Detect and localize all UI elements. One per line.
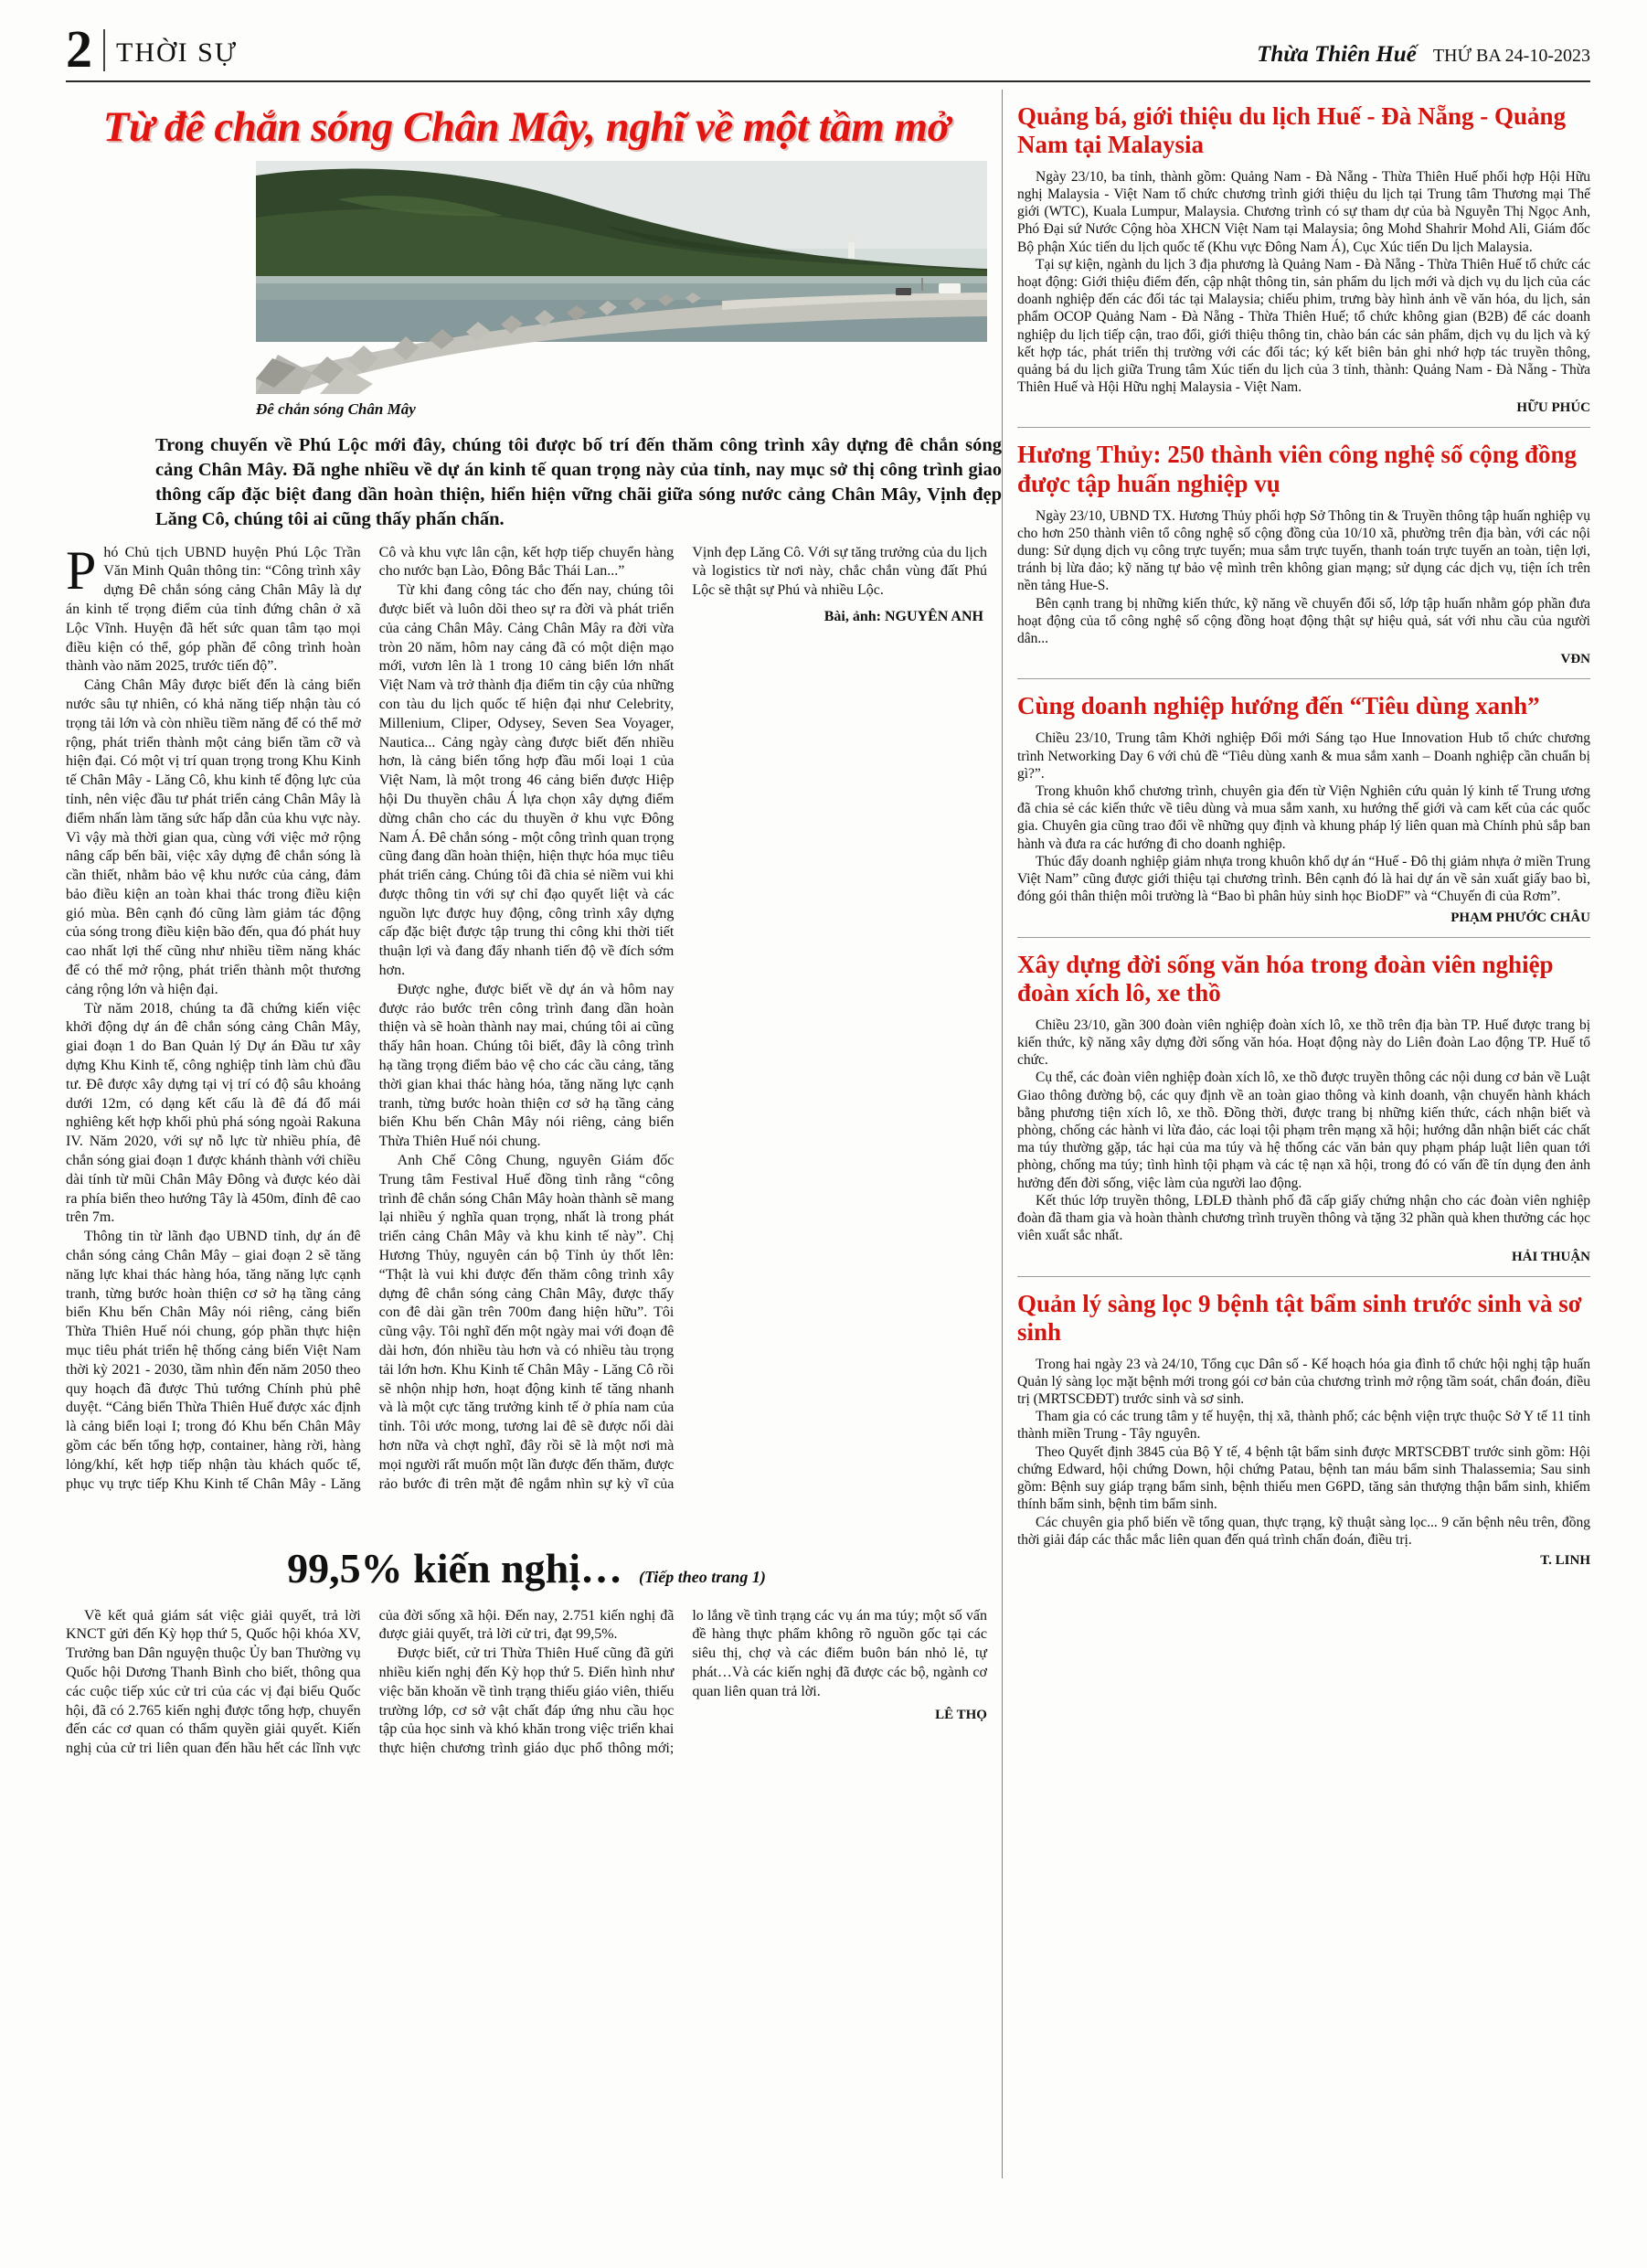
paragraph: Tham gia có các trung tâm y tế huyện, thị xã, thành phố; các bệnh viện trực thuộc Sở Y tế 11 tỉnh thành miền Trung - Tây nguyên. <box>1017 1409 1590 1443</box>
main-article <box>66 102 1002 1513</box>
paragraph: Ngày 23/10, UBND TX. Hương Thủy phối hợp Sở Thông tin & Truyền thông tập huấn nghiệp vụ cho hơn 250 thành viên tổ công nghệ số cộng đồng của 10/10 xã, phường trên địa bàn, với các nội dung: Sử dụng dịch vụ công trực tuyến; mua sắm trực tuyến, thanh toán trực tuyến an toàn, tiện lợi, tránh bị lừa đảo; kỹ năng tự bảo vệ mình trên không gian mạng; sử dụng các dịch vụ, tiện ích trên nền tảng Hue-S. <box>1017 507 1590 594</box>
side-article-byline: HỮU PHÚC <box>1516 400 1590 416</box>
paragraph: Từ năm 2018, chúng ta đã chứng kiến việc khởi động dự án đê chắn sóng cảng Chân Mây, giai đoạn 1 do Ban Quản lý Dự án Đầu tư xây dựng Khu Kinh tế, công nghiệp tỉnh làm chủ đầu tư. Đê được xây dựng tại vị trí có độ sâu khoảng dưới 12m, có dạng kết cấu là đê đá đổ mái nghiêng kết hợp khối phủ phá sóng ngoài Rakuna IV. Năm 2020, với sự nỗ lực từ nhiều phía, đê chắn sóng giai đoạn 1 được khánh thành với chiều dài tính từ mũi Chân Mây Đông và được kéo dài ra phía biển theo hướng Tây là 450m, đỉnh đê cao trên 7m. <box>66 1000 361 1226</box>
page-content <box>66 90 1590 2178</box>
paragraph: Chiều 23/10, gần 300 đoàn viên nghiệp đoàn xích lô, xe thồ trên địa bàn TP. Huế được trang bị kiến thức, kỹ năng xây dựng đời sống văn hóa. Hoạt động này do Liên đoàn Lao động TP. Huế tổ chức. <box>1017 1017 1590 1069</box>
article-intro: Trong chuyến về Phú Lộc mới đây, chúng tôi được bố trí đến thăm công trình xây dựng đê chắn sóng cảng Chân Mây. Đã nghe nhiều về dự án kinh tế quan trọng này của tỉnh, nay mục sở thị công trình giao thông cấp đặc biệt đang dần hoàn thiện, hiển hiện vững chãi giữa sóng nước cảng Chân Mây, Vịnh đẹp Lăng Cô, chúng tôi ai cũng thấy phấn chấn. <box>155 434 1002 530</box>
side-article-huong-thuy-training <box>1017 427 1590 678</box>
side-article-byline: HẢI THUẬN <box>1512 1249 1590 1264</box>
paragraph: Từ khi đang công tác cho đến nay, chúng tôi được biết và luôn dõi theo sự ra đời và phát triển của cảng Chân Mây. Cảng Chân Mây ra đời vừa tròn 20 năm, hôm nay cảng đã có một diện mạo mới, vươn lên là 1 trong 10 cảng biển lớn nhất Việt Nam và trở thành địa điểm tin cậy của những con tàu du lịch quốc tế hiện đại như Celebrity, Millenium, Cliper, Odysey, Seven Sea Voyager, Nautica... Cảng ngày càng được biết đến nhiều hơn, là cảng biển tổng hợp đầu mối loại 1 của Việt Nam, là một trong 46 cảng biển được Hiệp hội Du thuyền châu Á lựa chọn xây dựng điểm dừng chân cho các du thuyền ở khu vực Đông Nam Á. Đê chắn sóng - một công trình quan trọng cũng đang dần hoàn thiện, hiện thực hóa mục tiêu phát triển cảng. Chúng tôi đã chia sẻ niềm vui khi được thông tin với sự chỉ đạo quyết liệt và các nguồn lực được huy động, công trình xây dựng cấp đặc biệt được tập trung thi công khi thời tiết thuận lợi và đang đẩy nhanh tiến độ về đích sớm hơn. <box>378 582 675 979</box>
light-pole <box>921 278 923 291</box>
header-divider <box>103 29 105 71</box>
white-van <box>939 283 961 293</box>
header-left <box>66 19 239 79</box>
issue-date: THỨ BA 24-10-2023 <box>1432 45 1590 66</box>
side-article-screening-diseases <box>1017 1276 1590 1581</box>
side-article-byline: T. LINH <box>1540 1553 1590 1568</box>
paragraph: Trong khuôn khổ chương trình, chuyên gia đến từ Viện Nghiên cứu quản lý kinh tế Trung ương đã chia sẻ các kiến thức về tiêu dùng và mua sắm xanh, xu hướng thế giới và cam kết của các quốc gia. Chuyên gia cũng trao đổi về những quy định và khung pháp lý liên quan mà Chính phủ sắp ban hành và đưa ra các hướng đi cho doanh nghiệp. <box>1017 783 1590 852</box>
paragraph: Tại sự kiện, ngành du lịch 3 địa phương là Quảng Nam - Đà Nẵng - Thừa Thiên Huế tổ chức các hoạt động: Giới thiệu điểm đến, cập nhật thông tin, sản phẩm du lịch mới và dịch vụ du lịch của các doanh nghiệp đến các đối tác tại Malaysia; chiếu phim, trưng bày hình ảnh về văn hóa, du lịch, sản phẩm OCOP Quảng Nam - Đà Nẵng - Thừa Thiên Huế; tổ chức không gian (B2B) để các doanh nghiệp du lịch tiếp cận, trao đổi, giới thiệu thông tin, chào bán các sản phẩm, dịch vụ du lịch và ký kết hợp tác, phát triển thị trường với các đối tác; ký kết biên bản ghi nhớ hợp tác truyền thông, quảng bá du lịch giữa Trung tâm Xúc tiến du lịch của 3 tỉnh, thành: Quảng Nam - Đà Nẵng - Thừa Thiên Huế và Hội Hữu nghị Malaysia - Việt Nam. <box>1017 256 1590 396</box>
paragraph: Chiều 23/10, Trung tâm Khởi nghiệp Đổi mới Sáng tạo Hue Innovation Hub tổ chức chương trình Networking Day 6 với chủ đề “Tiêu dùng xanh & mua sắm xanh – Doanh nghiệp cần chuẩn bị gì?”. <box>1017 730 1590 782</box>
side-article-title: Quản lý sàng lọc 9 bệnh tật bẩm sinh trước sinh và sơ sinh <box>1017 1289 1582 1346</box>
pagoda-icon <box>848 241 855 259</box>
side-article-tourism-malaysia <box>1017 90 1590 428</box>
paragraph: Anh Chế Công Chung, nguyên Giám đốc Trung tâm Festival Huế đồng tình rằng “công trình đê chắn sóng Chân Mây hoàn thành sẽ mang lại nhiều ý nghĩa quan trọng, nhất là trong phát triển cảng Chân Mây và khu kinh tế này”. Chị Hương Thủy, nguyên cán bộ Tỉnh ủy thốt lên: “Thật là vui khi được đến thăm công trình xây dựng đê chắn sóng cảng Chân Mây, được thấy con đê dài gần trên 700m đang hiện hữu”. Tôi cũng vậy. Tôi nghĩ đến một ngày mai với đoạn đê dài hơn, đón nhiều tàu hơn và có nhiều tàu trọng tải lớn hơn. Khu Kinh tế Chân Mây - Lăng Cô rồi sẽ nhộn nhịp hơn, hoạt động kinh tế tăng nhanh và là một cực tăng trưởng kinh tế ở phía nam của tỉnh. Tôi ước mong, tương lai đê sẽ được nối dài hơn nữa và chợt nghĩ, đây rồi sẽ là một nơi mà mọi người rất muốn một lần được đến thăm, được rảo bước đi trên mặt đê ngắm nhìn sự kỳ vĩ của Vịnh đẹp Lăng Cô. Với sự tăng trưởng của du lịch và logistics từ nơi này, chắc chắn vùng đất Phú Lộc sẽ thật sự Phú và nhiều Lộc. <box>378 544 987 1492</box>
continued-article-title: 99,5% kiến nghị… <box>287 1544 622 1592</box>
paragraph: Kết thúc lớp truyền thông, LĐLĐ thành phố đã cấp giấy chứng nhận cho các đoàn viên nghiệp đoàn đã tham gia và hoàn thành chương trình truyền thông và tặng 32 phần quà khen thưởng các học viên xuất sắc nhất. <box>1017 1192 1590 1244</box>
main-article-byline: Bài, ảnh: NGUYÊN ANH <box>824 608 983 624</box>
paragraph: Bên cạnh trang bị những kiến thức, kỹ năng về chuyển đổi số, lớp tập huấn nhằm góp phần đưa hoạt động của tổ công nghệ số cộng đồng hoạt động thật sự hiệu quả, sát với nhu cầu của người dân... <box>1017 595 1590 647</box>
photo-caption: Đê chắn sóng Chân Mây <box>256 399 416 418</box>
section-title: THỜI SỰ <box>116 37 239 68</box>
paragraph: Các chuyên gia phổ biến về tổng quan, thực trạng, kỹ thuật sàng lọc... 9 căn bệnh nêu trên, đồng thời giải đáp các thắc mắc liên quan đến quá trình chẩn đoán, điều trị. <box>1017 1514 1590 1548</box>
page-header <box>66 19 1590 82</box>
paragraph: Theo Quyết định 3845 của Bộ Y tế, 4 bệnh tật bẩm sinh được MRTSCĐBT trước sinh gồm: Hội chứng Edward, hội chứng Down, hội chứng Patau, bệnh tan máu bẩm sinh Thalassemia; Sau sinh gồm: Bệnh suy giáp trạng bẩm sinh, bệnh thiếu men G6PD, tăng sản thượng thận bẩm sinh, khiếm thính bẩm sinh, bệnh tim bẩm sinh. <box>1017 1443 1590 1513</box>
paragraph: Trong hai ngày 23 và 24/10, Tổng cục Dân số - Kế hoạch hóa gia đình tổ chức hội nghị tập huấn Quản lý sàng lọc mặt bệnh mới trong gói cơ bản của chương trình mở rộng tầm soát, chẩn đoán, điều trị (MRTSCĐĐT) trước sinh và sơ sinh. <box>1017 1356 1590 1408</box>
side-article-title: Quảng bá, giới thiệu du lịch Huế - Đà Nẵng - Quảng Nam tại Malaysia <box>1017 101 1567 158</box>
continued-title-row <box>66 1544 987 1592</box>
right-column <box>1002 90 1590 2178</box>
header-right <box>1257 42 1590 71</box>
paragraph: Cụ thể, các đoàn viên nghiệp đoàn xích lô, xe thồ được truyền thông các nội dung cơ bản về Luật Giao thông đường bộ, các quy định về an toàn giao thông và kinh doanh, vận chuyển hành khách bằng phương tiện xích lô, xe thồ. Đồng thời, được trang bị những kiến thức, cách nhận biết và phòng, chống các hành vi lừa đảo, các loại tội phạm trên mạng xã hội; hướng dẫn nhận biết các chất ma túy thường gặp, tác hại của ma túy và hệ thống các văn bản quy phạm pháp luật liên quan tới phòng, chống ma túy; tình hình tội phạm và các tệ nạn xã hội, trong đó có vấn đề tín dụng đen ảnh hưởng đến đời sống, việc làm của người lao động. <box>1017 1070 1590 1191</box>
paragraph: Được biết, cử tri Thừa Thiên Huế cũng đã gửi nhiều kiến nghị đến Kỳ họp thứ 5. Điển hình như việc băn khoăn về tình trạng thiếu giáo viên, thiếu trường lớp, cơ sở vật chất đáp ứng nhu cầu học tập của học sinh và khó khăn trong việc triển khai thực hiện chương trình giáo dục phổ thông mới; lo lắng về tình trạng các vụ án ma túy; một số vấn đề hàng thực phẩm không rõ nguồn gốc tại các siêu thị, chợ và các điểm buôn bán nhỏ lẻ, tự phát…Và các kiến nghị đã được các bộ, ngành cơ quan liên quan trả lời. <box>378 1607 987 1757</box>
side-article-cyclo-culture <box>1017 937 1590 1276</box>
dark-car <box>896 288 911 295</box>
paragraph: Về kết quả giám sát việc giải quyết, trả lời KNCT gửi đến Kỳ họp thứ 5, Quốc hội khóa XV, Trưởng ban Dân nguyện thuộc Ủy ban Thường vụ Quốc hội Dương Thanh Bình cho biết, thông qua các cuộc tiếp xúc cử tri của các vị đại biểu Quốc hội, đã có 2.765 kiến nghị được tổng hợp, chuyển đến các cơ quan có thẩm quyền giải quyết. Kiến nghị của cử tri liên quan đến hầu hết các lĩnh vực của đời sống xã hội. Đến nay, 2.751 kiến nghị đã được giải quyết, trả lời cử tri, đạt 99,5%. <box>66 1607 675 1757</box>
continued-article <box>66 1544 987 1759</box>
paragraph: Thông tin từ lãnh đạo UBND tỉnh, dự án đê chắn sóng cảng Chân Mây – giai đoạn 2 sẽ tăng năng lực khai thác hàng hóa, tăng năng lực cạnh tranh, từng bước hoàn thiện cơ sở hạ tầng cảng biển Khu bến Chân Mây nói riêng, cảng biển Thừa Thiên Huế nói chung, góp phần thực hiện mục tiêu phát triển hệ thống cảng biển Việt Nam thời kỳ 2021 - 2030, tầm nhìn đến năm 2050 theo quy hoạch đã được Thủ tướng Chính phủ phê duyệt. “Cảng biển Thừa Thiên Huế được xác định là cảng biển loại I; trong đó Khu bến Chân Mây gồm các bến tổng hợp, container, hàng rời, hàng lỏng/khí, kết hợp tiếp nhận tàu khách quốc tế, phục vụ trực tiếp Khu Kinh tế Chân Mây - Lăng Cô và khu vực lân cận, kết hợp tiếp chuyển hàng cho nước bạn Lào, Đông Bắc Thái Lan...” <box>66 544 675 1492</box>
continuation-note: (Tiếp theo trang 1) <box>638 1567 766 1586</box>
paragraph: Cảng Chân Mây được biết đến là cảng biển nước sâu tự nhiên, có khả năng tiếp nhận tàu có trọng tải lớn và còn nhiều tiềm năng để có thể mở rộng, phát triển thành một cảng biển tầm cỡ và hiện đại. Có một vị trí quan trọng trong Khu Kinh tế Chân Mây - Lăng Cô, khu kinh tế động lực của tỉnh, nên việc đầu tư phát triển cảng Chân Mây là điểm nhấn làm tăng sức hấp dẫn của khu vực này. Vì vậy mà thời gian qua, cùng với việc mở rộng nâng cấp bến bãi, việc xây dựng đê chắn sóng là cần thiết, nhằm bảo vệ khu nước của cảng, đảm bảo điều kiện an toàn khai thác trong điều kiện gió mùa. Bên cạnh đó cũng làm giảm tác động của sóng trong điều kiện bão đến, qua đó phát huy cao nhất lợi thế cũng như nhiều tiềm năng khác để có thể mở rộng, phát triển thành một thương cảng rộng lớn và hiện đại. <box>66 677 361 997</box>
paragraph: Ngày 23/10, ba tỉnh, thành gồm: Quảng Nam - Đà Nẵng - Thừa Thiên Huế phối hợp Hội Hữu nghị Malaysia - Việt Nam tổ chức chương trình giới thiệu du lịch tại Trung tâm Thương mại Thế giới (WTC), Kuala Lumpur, Malaysia. Chương trình có sự tham dự của bà Nguyễn Thị Ngọc Anh, Phó Đại sứ Nước Cộng hòa XHCN Việt Nam tại Malaysia; ông Mohd Shahrir Mohd Ali, Giám đốc Bộ phận Xúc tiến du lịch quốc tế (Khu vực Đông Nam Á), Cục Xúc tiến Du lịch Malaysia. <box>1017 168 1590 255</box>
masthead-brand: Thừa Thiên Huế <box>1257 41 1417 67</box>
paragraph: Thúc đẩy doanh nghiệp giảm nhựa trong khuôn khổ dự án “Huế - Đô thị giảm nhựa ở miền Trung Việt Nam” cũng được giới thiệu tại chương trình. Bên cạnh đó là hai dự án về sản xuất giấy bao bì, đóng gói thân thiện môi trường là “Bao bì phân hủy sinh học BioDF” và “Chuyến đi của Rơm”. <box>1017 853 1590 905</box>
main-article-photo <box>256 161 987 419</box>
side-article-title: Cùng doanh nghiệp hướng đến “Tiêu dùng xanh” <box>1017 692 1540 720</box>
side-article-green-consumption <box>1017 678 1590 936</box>
left-column <box>66 90 1002 2178</box>
page-number: 2 <box>66 19 92 79</box>
side-article-title: Hương Thủy: 250 thành viên công nghệ số cộng đồng được tập huấn nghiệp vụ <box>1017 441 1578 497</box>
breakwater-photo-illustration <box>256 161 987 394</box>
main-article-body <box>66 539 987 1513</box>
side-article-byline: PHẠM PHƯỚC CHÂU <box>1450 910 1590 925</box>
paragraph: Phó Chủ tịch UBND huyện Phú Lộc Trần Văn Minh Quân thông tin: “Công trình xây dựng Đê chắn sóng cảng Chân Mây là dự án kinh tế trọng điểm của tỉnh đứng chân ở xã Lộc Vĩnh. Huyện đã hết sức quan tâm tạo mọi điều kiện có thể, góp phần để công trình hoàn thành vào năm 2025, trước tiến độ”. <box>66 539 361 675</box>
continued-article-body <box>66 1607 987 1759</box>
side-article-byline: VĐN <box>1560 652 1590 667</box>
continued-article-byline: LÊ THỌ <box>935 1707 987 1722</box>
main-article-title: Từ đê chắn sóng Chân Mây, nghĩ về một tầm mở <box>102 102 951 151</box>
side-article-title: Xây dựng đời sống văn hóa trong đoàn viên nghiệp đoàn xích lô, xe thồ <box>1017 950 1554 1006</box>
paragraph: Được nghe, được biết về dự án và hôm nay được rảo bước trên công trình đang dần hoàn thiện và sẽ hoàn thành nay mai, chúng tôi ai cũng thấy hân hoan. Chúng tôi biết, đây là công trình hạ tầng trọng điểm bảo vệ cho các cầu cảng, tăng thời gian khai thác hàng hóa, tăng năng lực cạnh tranh, từng bước hoàn thiện cơ sở hạ tầng cảng biển Khu bến Chân Mây nói riêng, cảng biển Thừa Thiên Huế nói chung. <box>378 981 675 1150</box>
